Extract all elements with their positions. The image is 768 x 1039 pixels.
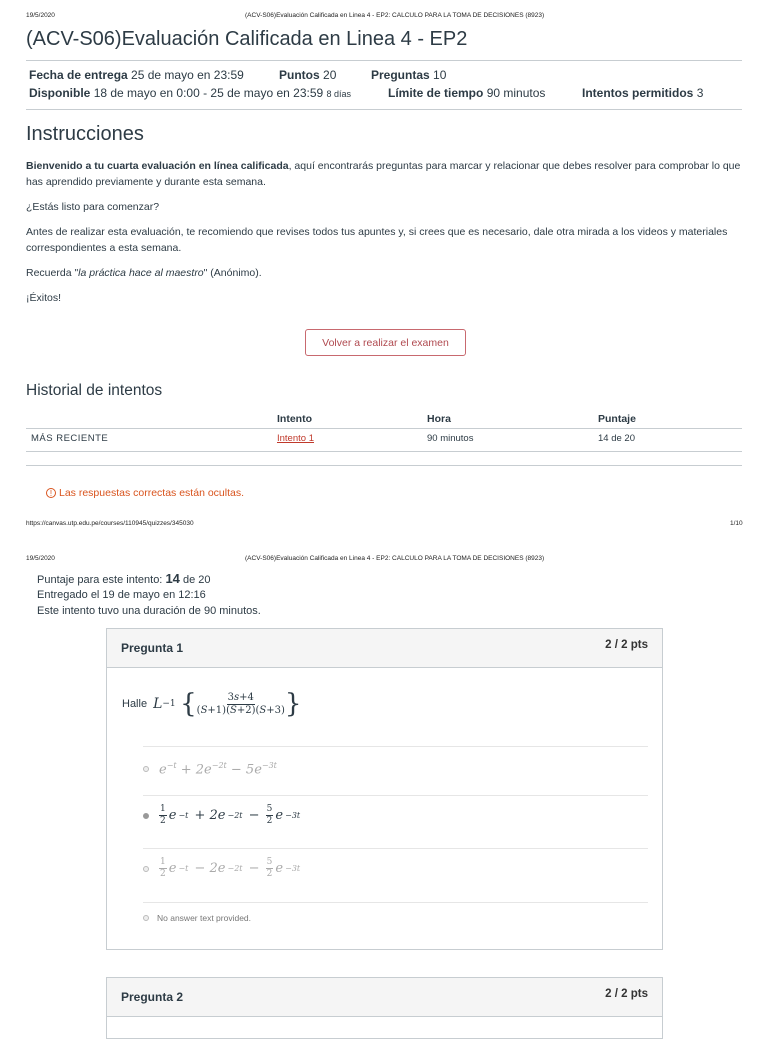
question-2-points: 2 / 2 pts	[605, 988, 648, 1000]
no-answer-text: No answer text provided.	[157, 913, 252, 923]
warning-icon: !	[46, 488, 56, 498]
attempts-allowed: Intentos permitidos 3	[582, 86, 704, 100]
question-1-prompt	[122, 689, 301, 719]
print-date-2: 19/5/2020	[26, 555, 55, 562]
time-limit: Límite de tiempo 90 minutos	[388, 86, 546, 100]
question-1-header	[107, 629, 662, 668]
page-title: (ACV-S06)Evaluación Calificada en Linea 4 - EP2	[26, 28, 468, 50]
prompt-word: Halle	[122, 698, 148, 710]
footer-page: 1/10	[730, 520, 743, 527]
divider	[26, 109, 742, 110]
question-2-card	[106, 977, 663, 1039]
history-col-attempt: Intento	[277, 413, 312, 425]
answer-option-1[interactable]	[143, 761, 277, 777]
history-row-score: 14 de 20	[598, 433, 635, 444]
radio-option-4[interactable]	[143, 915, 149, 921]
instructions-ready: ¿Estás listo para comenzar?	[26, 201, 160, 213]
attempt-score: Puntaje para este intento: 14 de 20	[37, 571, 211, 586]
footer-url: https://canvas.utp.edu.pe/courses/110945/quizzes/345030	[26, 520, 194, 527]
question-1-points: 2 / 2 pts	[605, 639, 648, 651]
question-1-title: Pregunta 1	[121, 641, 184, 655]
print-date: 19/5/2020	[26, 12, 55, 19]
answer-divider	[143, 902, 648, 903]
question-2-header	[107, 978, 662, 1017]
history-col-time: Hora	[427, 413, 451, 425]
answer-option-2[interactable]	[143, 805, 300, 826]
answer-option-4[interactable]	[143, 913, 251, 923]
answer-divider	[143, 746, 648, 747]
hidden-answers-text: Las respuestas correctas están ocultas.	[59, 487, 245, 499]
points: Puntos 20	[279, 68, 337, 82]
instructions-quote: Recuerda "la práctica hace al maestro" (Anónimo).	[26, 267, 262, 279]
print-header: (ACV-S06)Evaluación Calificada en Linea 4 - EP2: CALCULO PARA LA TOMA DE DECISIONES (8923)	[245, 12, 545, 19]
submitted-at: Entregado el 19 de mayo en 12:16	[37, 589, 206, 601]
divider	[26, 60, 742, 61]
available: Disponible 18 de mayo en 0:00 - 25 de mayo en 23:59 8 días	[29, 86, 352, 100]
history-col-score: Puntaje	[598, 413, 636, 425]
table-divider	[26, 451, 742, 452]
laplace-expression: L −1 { $\frac{3s+4}{(S+1)(S+2)(S+3)}$ }	[153, 689, 302, 719]
instructions-advice: Antes de realizar esta evaluación, te recomiendo que revises todos tus apuntes y, si crees que es necesario, dale otra mirada a los videos y materiales correspondientes a esta semana.	[26, 226, 728, 254]
attempt-history-title: Historial de intentos	[26, 382, 163, 399]
radio-option-2-selected[interactable]	[143, 813, 149, 819]
question-2-title: Pregunta 2	[121, 990, 184, 1004]
table-divider	[26, 465, 742, 466]
option-2-expression: $\frac{1}{2}$ e −t + 2e −2t − $\frac{5}{2}$ e −3t	[160, 804, 301, 826]
retake-quiz-button[interactable]: Volver a realizar el examen	[305, 329, 466, 356]
questions-count: Preguntas 10	[371, 68, 447, 82]
attempt-duration: Este intento tuvo una duración de 90 minutos.	[37, 605, 261, 617]
answer-divider	[143, 795, 648, 796]
instructions-heading: Instrucciones	[26, 123, 144, 145]
instructions-success: ¡Éxitos!	[26, 292, 62, 304]
answer-divider	[143, 848, 648, 849]
option-3-expression: $\frac{1}{2}$ e −t − 2e −2t − $\frac{5}{2}$ e −3t	[160, 857, 301, 879]
table-divider	[26, 428, 742, 429]
hidden-answers-notice	[46, 487, 244, 499]
question-1-card	[106, 628, 663, 950]
history-row-label: MÁS RECIENTE	[31, 433, 109, 444]
due-date: Fecha de entrega 25 de mayo en 23:59	[29, 68, 244, 82]
answer-option-3[interactable]	[143, 858, 300, 879]
attempt-1-link[interactable]: Intento 1	[277, 433, 314, 444]
history-row-time: 90 minutos	[427, 433, 474, 444]
option-1-expression: $e^{-t} + 2e^{-2t} - 5e^{-3t}$	[159, 761, 277, 778]
radio-option-1[interactable]	[143, 766, 149, 772]
radio-option-3[interactable]	[143, 866, 149, 872]
instructions-welcome: Bienvenido a tu cuarta evaluación en línea calificada, aquí encontrarás preguntas para marcar y relacionar que debes resolver para comprobar lo que has aprendido previamente y durante esta semana.	[26, 160, 741, 188]
print-header-2: (ACV-S06)Evaluación Calificada en Linea 4 - EP2: CALCULO PARA LA TOMA DE DECISIONES (8923)	[245, 555, 545, 562]
